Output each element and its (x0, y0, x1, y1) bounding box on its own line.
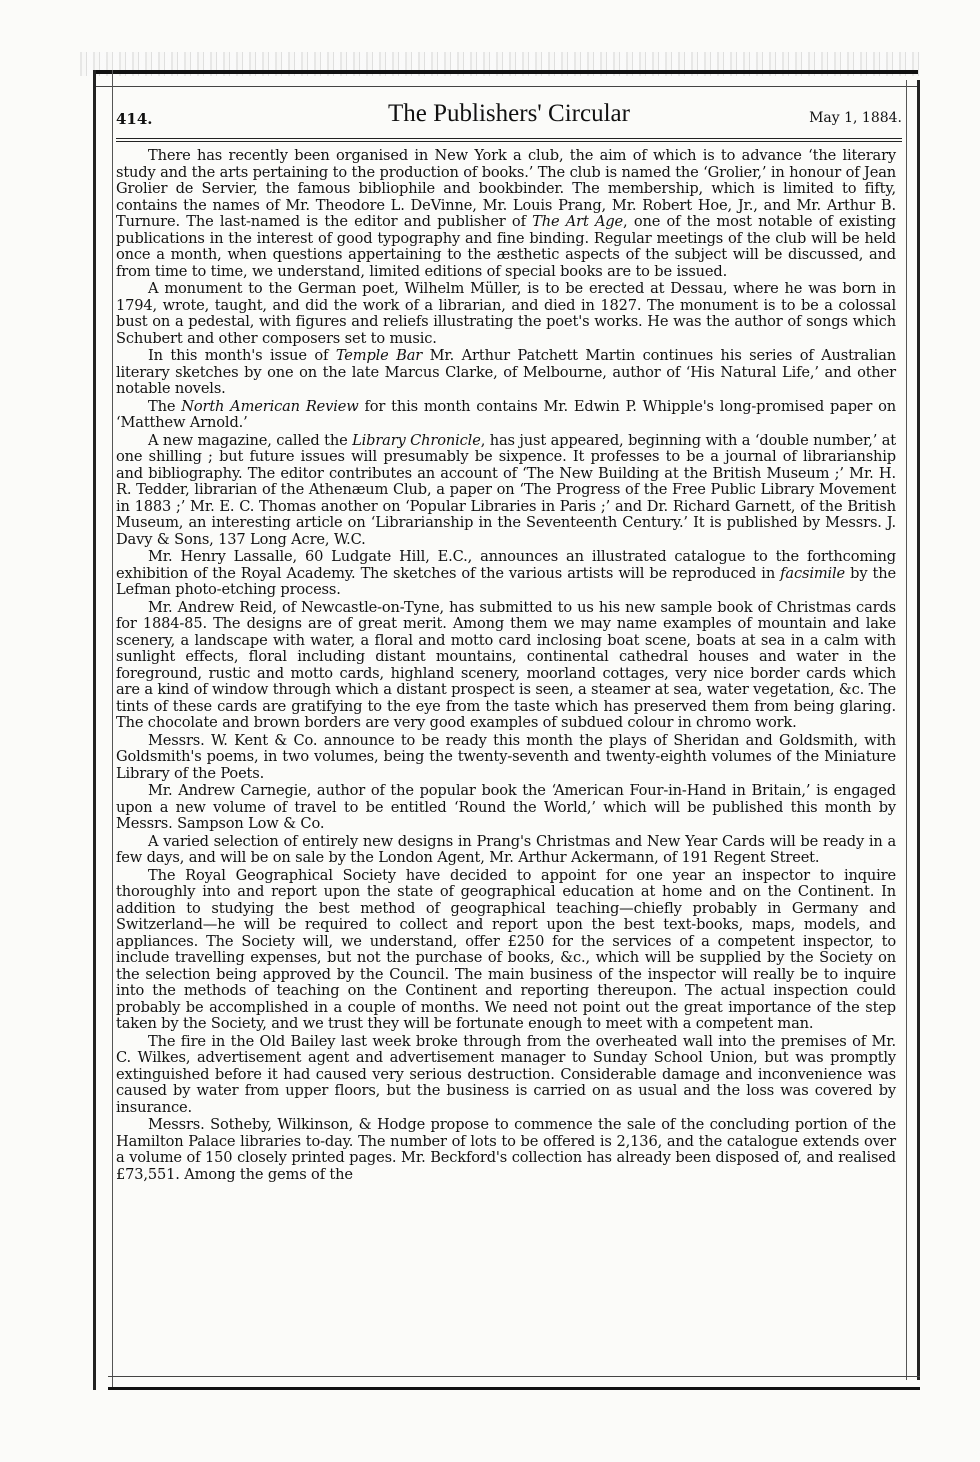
frame-top-rule (96, 70, 918, 87)
text-run: In this month's issue of (148, 347, 336, 364)
text-run: , has just appeared, beginning with a ‘double number,’ at one shilling ; but future issues will presumably be sixpence. It professes to be a journal of librarianship and bibliography. The editor contributes an account of ‘The New Building at the British Museum ;’ Mr. H. R. Tedder, librarian of the Athenæum Club, a paper on ‘The Progress of the Free Public Library Movement in 1883 ;’ Mr. E. C. Thomas another on ‘Popular Libraries in Paris ;’ and Dr. Richard Garnett, of the British Museum, an interesting article on ‘Librarianship in the Seventeenth Century.’ It is published by Messrs. J. Davy & Sons, 137 Long Acre, W.C. (116, 431, 897, 548)
italic-title: Library Chronicle (352, 431, 481, 449)
text-run: There has recently been organised in New York a club, the aim of which is to advance ‘the literary study and the arts pertaining to the production of books.’ The club is named the ‘Grolier,’ in honour of Jean Grolier de Servier, the famous bibliophile and bookbinder. The membership, which is limited to fifty, contains the names of Mr. Theodore L. DeVinne, Mr. Louis Prang, Mr. Robert Hoe, Jr., and Mr. Arthur B. Turnure. The last-named is the editor and publisher of (116, 147, 896, 230)
page-header (116, 100, 902, 134)
text-run: A varied selection of entirely new designs in Prang's Christmas and New Year Cards will be ready in a few days, and will be on sale by the London Agent, Mr. Arthur Ackermann, of 191 Regent Street. (116, 832, 896, 866)
text-run: Mr. Henry Lassalle, 60 Ludgate Hill, E.C., announces an illustrated catalogue to the forthcoming exhibition of the Royal Academy. The sketches of the various artists will be reproduced in (116, 548, 896, 582)
issue-date: May 1, 1884. (809, 110, 902, 126)
text-run: Mr. Arthur Patchett Martin continues his series of Australian literary sketches by one on the late Marcus Clarke, of Melbourne, author of ‘His Natural Life,’ and other notable novels. (116, 347, 897, 397)
italic-title: facsimile (780, 564, 846, 582)
frame-left-rule (93, 70, 113, 1390)
text-run: Mr. Andrew Reid, of Newcastle-on-Tyne, has submitted to us his new sample book of Christmas cards for 1884-85. The designs are of great merit. Among them we may name examples of mountain and lake scenery, a landscape with water, a floral and motto card inclosing boat scene, boats at sea in a calm with sunlight effects, floral including distant mountains, continental cathedral houses and water in the foreground, rustic and motto cards, highland scenery, moorland cottages, very nice border cards which are a kind of window through which a distant prospect is seen, a steamer at sea, water vegetation, &c. The tints of these cards are gratifying to the eye from the taste which has preserved them from being glaring. The chocolate and brown borders are very good examples of subdued colour in chromo work. (116, 598, 896, 731)
paragraph (116, 549, 896, 599)
frame-right-rule (906, 80, 920, 1380)
paragraph (116, 433, 896, 549)
paragraph (116, 600, 896, 732)
paragraph (116, 1117, 896, 1183)
paragraph (116, 281, 896, 347)
text-run: The (148, 397, 182, 415)
frame-bottom-rule (108, 1376, 920, 1390)
paragraph (116, 834, 896, 867)
page-title: The Publishers' Circular (388, 100, 630, 127)
text-run: by the Lefman photo-etching process. (116, 564, 896, 598)
text-run: A monument to the German poet, Wilhelm Müller, is to be erected at Dessau, where he was born in 1794, wrote, taught, and did the work of a librarian, and died in 1827. The monument is to be a colossal bust on a pedestal, with figures and reliefs illustrating the poet's works. He was the author of songs which Schubert and other composers set to music. (116, 280, 896, 347)
text-run: The fire in the Old Bailey last week broke through from the overheated wall into the premises of Mr. C. Wilkes, advertisement agent and advertisement manager to Sunday School Union, but was promptly extinguished before it had caused very serious destruction. Considerable damage and inconvenience was caused by water from upper floors, but the business is carried on as usual and the loss was covered by insurance. (116, 1032, 896, 1116)
header-rule (116, 138, 902, 142)
text-run: A new magazine, called the (148, 431, 353, 449)
page-number: 414. (116, 110, 153, 128)
paragraph (116, 1034, 896, 1117)
text-run: The Royal Geographical Society have decided to appoint for one year an inspector to inquire thoroughly into and report upon the state of geographical education at home and on the Continent. In addition to studying the best method of geographical teaching—chiefly probably in Germany and Switzerland—he will be required to collect and report upon the best text-books, maps, models, and appliances. The Society will, we understand, offer £250 for the services of a competent inspector, to include travelling expenses, but not the purchase of books, &c., which will be supplied by the Society on the selection being approved by the Council. The main business of the inspector will really be to inquire into the methods of teaching on the Continent and reporting thereupon. The actual inspection could probably be accomplished in a couple of months. We need not point out the great importance of the step taken by the Society, and we trust they will be fortunate enough to meet with a competent man. (116, 866, 896, 1032)
paragraph (116, 733, 896, 783)
italic-title: Temple Bar (335, 347, 423, 364)
text-run: , one of the most notable of existing publications in the interest of good typography and fine binding. Regular meetings of the club will be held once a month, when questions appertaining to the æsthetic aspects of the subject will be discussed, and from time to time, we understand, limited editions of special books are to be issued. (116, 213, 896, 280)
paragraph (116, 348, 896, 398)
italic-title: The Art Age (532, 213, 624, 230)
paragraph (116, 148, 896, 280)
paragraph (116, 868, 896, 1033)
text-run: Messrs. Sotheby, Wilkinson, & Hodge propose to commence the sale of the concluding portion of the Hamilton Palace libraries to-day. The number of lots to be offered is 2,136, and the catalogue extends over a volume of 150 closely printed pages. Mr. Beckford's collection has already been disposed of, and realised £73,551. Among the gems of the (116, 1116, 896, 1183)
article-body (116, 148, 896, 1184)
text-run: for this month contains Mr. Edwin P. Whipple's long-promised paper on ‘Matthew Arnold.’ (116, 397, 896, 431)
paragraph (116, 399, 896, 432)
text-run: Messrs. W. Kent & Co. announce to be ready this month the plays of Sheridan and Goldsmith, with Goldsmith's poems, in two volumes, being the twenty-seventh and twenty-eighth volumes of the Miniature Library of the Poets. (116, 731, 896, 782)
paragraph (116, 783, 896, 833)
italic-title: North American Review (181, 397, 359, 415)
text-run: Mr. Andrew Carnegie, author of the popular book the ‘American Four-in-Hand in Britain,’ is engaged upon a new volume of travel to be entitled ‘Round the World,’ which will be published this month by Messrs. Sampson Low & Co. (116, 782, 896, 832)
